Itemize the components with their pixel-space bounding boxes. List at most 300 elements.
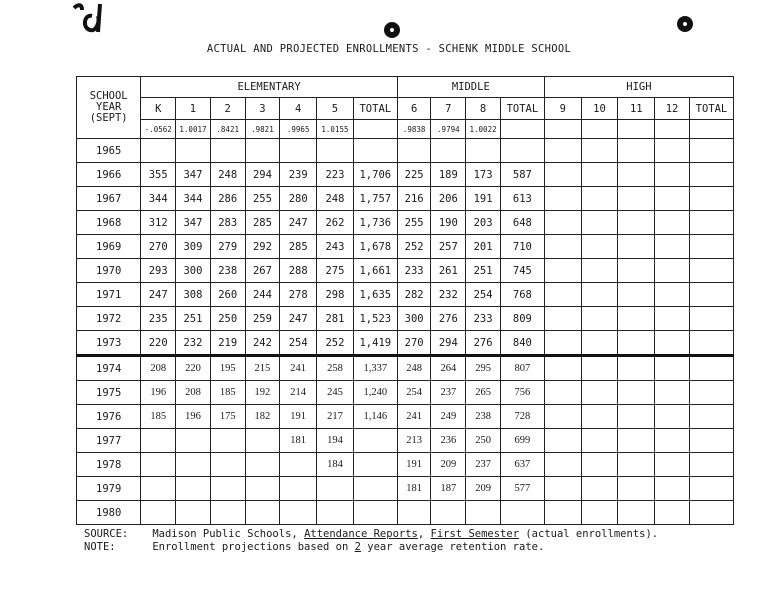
enrollment-cell bbox=[581, 405, 618, 429]
enrollment-cell bbox=[655, 405, 690, 429]
enrollment-cell bbox=[689, 331, 733, 356]
enrollment-cell: 710 bbox=[500, 235, 544, 259]
enrollment-cell: 637 bbox=[500, 453, 544, 477]
enrollment-cell bbox=[618, 356, 655, 381]
enrollment-cell bbox=[689, 501, 733, 525]
year-cell: 1979 bbox=[77, 477, 141, 501]
enrollment-cell: 807 bbox=[500, 356, 544, 381]
enrollment-cell: 191 bbox=[466, 187, 501, 211]
enrollment-cell bbox=[618, 405, 655, 429]
enrollment-cell bbox=[689, 259, 733, 283]
enrollment-cell bbox=[581, 187, 618, 211]
enrollment-cell: 347 bbox=[176, 163, 211, 187]
enrollment-cell: 235 bbox=[141, 307, 176, 331]
enrollment-cell: 1,146 bbox=[353, 405, 397, 429]
enrollment-cell bbox=[544, 381, 581, 405]
enrollment-cell: 195 bbox=[210, 356, 245, 381]
table-row bbox=[77, 356, 734, 381]
enrollment-cell: 282 bbox=[397, 283, 431, 307]
enrollment-cell: 220 bbox=[176, 356, 211, 381]
enrollment-cell bbox=[141, 139, 176, 163]
note-line bbox=[84, 541, 658, 554]
enrollment-cell bbox=[280, 501, 317, 525]
enrollment-cell bbox=[176, 139, 211, 163]
enrollment-cell: 1,635 bbox=[353, 283, 397, 307]
enrollment-cell: 283 bbox=[210, 211, 245, 235]
retention-rate bbox=[581, 120, 618, 139]
enrollment-cell: 281 bbox=[317, 307, 354, 331]
enrollment-cell: 175 bbox=[210, 405, 245, 429]
enrollment-cell bbox=[317, 477, 354, 501]
enrollment-cell: 232 bbox=[176, 331, 211, 356]
enrollment-cell bbox=[655, 307, 690, 331]
retention-rate: 1.0022 bbox=[466, 120, 501, 139]
enrollment-cell bbox=[655, 259, 690, 283]
year-cell: 1965 bbox=[77, 139, 141, 163]
enrollment-cell: 252 bbox=[317, 331, 354, 356]
table-row bbox=[77, 235, 734, 259]
enrollment-cell bbox=[581, 283, 618, 307]
enrollment-cell bbox=[431, 139, 466, 163]
enrollment-cell: 265 bbox=[466, 381, 501, 405]
enrollment-cell: 245 bbox=[317, 381, 354, 405]
note-suffix: year average retention rate. bbox=[367, 541, 545, 553]
retention-rate: .9838 bbox=[397, 120, 431, 139]
enrollment-cell: 355 bbox=[141, 163, 176, 187]
enrollment-cell bbox=[655, 283, 690, 307]
enrollment-cell bbox=[245, 139, 280, 163]
enrollment-cell bbox=[618, 501, 655, 525]
enrollment-cell bbox=[581, 235, 618, 259]
enrollment-cell: 288 bbox=[280, 259, 317, 283]
enrollment-cell bbox=[210, 429, 245, 453]
table-row bbox=[77, 331, 734, 356]
enrollment-cell: 745 bbox=[500, 259, 544, 283]
enrollment-cell: 181 bbox=[280, 429, 317, 453]
high-header: HIGH bbox=[544, 77, 733, 98]
enrollment-cell: 215 bbox=[245, 356, 280, 381]
enrollment-cell bbox=[544, 356, 581, 381]
enrollment-cell bbox=[544, 163, 581, 187]
enrollment-cell bbox=[245, 453, 280, 477]
enrollment-cell: 1,661 bbox=[353, 259, 397, 283]
enrollment-cell bbox=[655, 477, 690, 501]
enrollment-cell: 294 bbox=[431, 331, 466, 356]
enrollment-cell bbox=[618, 163, 655, 187]
enrollment-cell: 194 bbox=[317, 429, 354, 453]
enrollment-cell bbox=[544, 331, 581, 356]
enrollment-cell bbox=[544, 283, 581, 307]
enrollment-cell bbox=[210, 453, 245, 477]
enrollment-cell bbox=[245, 429, 280, 453]
enrollment-cell: 250 bbox=[210, 307, 245, 331]
enrollment-cell bbox=[176, 453, 211, 477]
grade-column-header: 11 bbox=[618, 98, 655, 120]
year-cell: 1975 bbox=[77, 381, 141, 405]
enrollment-cell: 209 bbox=[431, 453, 466, 477]
source-title-semester: First Semester bbox=[430, 528, 520, 540]
enrollment-cell bbox=[544, 429, 581, 453]
grade-column-header: TOTAL bbox=[689, 98, 733, 120]
enrollment-cell: 189 bbox=[431, 163, 466, 187]
enrollment-cell bbox=[618, 283, 655, 307]
retention-rate: 1.0155 bbox=[317, 120, 354, 139]
grade-column-header: 10 bbox=[581, 98, 618, 120]
punch-hole bbox=[384, 22, 400, 38]
enrollment-cell: 213 bbox=[397, 429, 431, 453]
enrollment-cell bbox=[141, 477, 176, 501]
enrollment-cell bbox=[655, 235, 690, 259]
enrollment-cell: 577 bbox=[500, 477, 544, 501]
retention-rate bbox=[655, 120, 690, 139]
year-cell: 1974 bbox=[77, 356, 141, 381]
grade-column-header: 4 bbox=[280, 98, 317, 120]
enrollment-cell: 613 bbox=[500, 187, 544, 211]
enrollment-cell: 248 bbox=[210, 163, 245, 187]
grade-column-header: 3 bbox=[245, 98, 280, 120]
enrollment-cell bbox=[618, 453, 655, 477]
enrollment-cell bbox=[581, 307, 618, 331]
enrollment-cell bbox=[544, 501, 581, 525]
enrollment-cell bbox=[210, 477, 245, 501]
enrollment-cell bbox=[317, 139, 354, 163]
enrollment-cell: 1,678 bbox=[353, 235, 397, 259]
enrollment-cell: 258 bbox=[317, 356, 354, 381]
enrollment-cell: 344 bbox=[176, 187, 211, 211]
enrollment-cell: 243 bbox=[317, 235, 354, 259]
enrollment-cell bbox=[689, 477, 733, 501]
enrollment-cell: 1,706 bbox=[353, 163, 397, 187]
grade-column-header: TOTAL bbox=[500, 98, 544, 120]
enrollment-cell: 249 bbox=[431, 405, 466, 429]
enrollment-cell bbox=[466, 139, 501, 163]
grade-column-header: TOTAL bbox=[353, 98, 397, 120]
enrollment-cell: 1,523 bbox=[353, 307, 397, 331]
enrollment-cell: 344 bbox=[141, 187, 176, 211]
enrollment-cell bbox=[245, 477, 280, 501]
enrollment-cell bbox=[618, 331, 655, 356]
enrollment-cell bbox=[655, 501, 690, 525]
enrollment-cell: 255 bbox=[397, 211, 431, 235]
enrollment-cell: 254 bbox=[280, 331, 317, 356]
enrollment-cell: 295 bbox=[466, 356, 501, 381]
enrollment-cell bbox=[581, 259, 618, 283]
table-row bbox=[77, 405, 734, 429]
enrollment-cell: 219 bbox=[210, 331, 245, 356]
enrollment-cell bbox=[544, 405, 581, 429]
grade-column-header: 9 bbox=[544, 98, 581, 120]
enrollment-cell: 220 bbox=[141, 331, 176, 356]
enrollment-cell bbox=[317, 501, 354, 525]
enrollment-cell bbox=[353, 139, 397, 163]
enrollment-cell bbox=[544, 477, 581, 501]
retention-rate: -.0562 bbox=[141, 120, 176, 139]
enrollment-cell: 254 bbox=[466, 283, 501, 307]
retention-rate bbox=[500, 120, 544, 139]
enrollment-cell: 300 bbox=[397, 307, 431, 331]
enrollment-cell: 233 bbox=[466, 307, 501, 331]
enrollment-cell bbox=[618, 235, 655, 259]
table-row bbox=[77, 211, 734, 235]
enrollment-cell: 254 bbox=[397, 381, 431, 405]
enrollment-cell bbox=[655, 187, 690, 211]
enrollment-cell bbox=[544, 307, 581, 331]
enrollment-cell: 298 bbox=[317, 283, 354, 307]
table-row bbox=[77, 283, 734, 307]
enrollment-cell: 270 bbox=[141, 235, 176, 259]
grade-column-header: 8 bbox=[466, 98, 501, 120]
enrollment-cell bbox=[353, 429, 397, 453]
enrollment-cell: 244 bbox=[245, 283, 280, 307]
enrollment-cell: 261 bbox=[431, 259, 466, 283]
enrollment-cell bbox=[618, 211, 655, 235]
year-cell: 1971 bbox=[77, 283, 141, 307]
enrollment-cell: 247 bbox=[280, 307, 317, 331]
enrollment-cell: 294 bbox=[245, 163, 280, 187]
elementary-header: ELEMENTARY bbox=[141, 77, 397, 98]
enrollment-cell: 756 bbox=[500, 381, 544, 405]
enrollment-cell: 216 bbox=[397, 187, 431, 211]
enrollment-cell bbox=[655, 356, 690, 381]
enrollment-cell: 185 bbox=[141, 405, 176, 429]
table-row bbox=[77, 453, 734, 477]
year-cell: 1968 bbox=[77, 211, 141, 235]
retention-rate bbox=[689, 120, 733, 139]
source-comma: , bbox=[417, 528, 425, 540]
enrollment-cell: 208 bbox=[176, 381, 211, 405]
enrollment-cell bbox=[280, 453, 317, 477]
enrollment-cell bbox=[655, 381, 690, 405]
enrollment-cell bbox=[176, 501, 211, 525]
enrollment-cell: 250 bbox=[466, 429, 501, 453]
enrollment-cell bbox=[689, 381, 733, 405]
year-column-header: SCHOOL YEAR (SEPT) bbox=[77, 77, 141, 139]
enrollment-cell: 278 bbox=[280, 283, 317, 307]
enrollment-cell: 260 bbox=[210, 283, 245, 307]
enrollment-cell: 276 bbox=[466, 331, 501, 356]
year-cell: 1973 bbox=[77, 331, 141, 356]
year-cell: 1978 bbox=[77, 453, 141, 477]
enrollment-cell: 247 bbox=[280, 211, 317, 235]
year-cell: 1967 bbox=[77, 187, 141, 211]
enrollment-cell bbox=[655, 429, 690, 453]
grade-column-header: 1 bbox=[176, 98, 211, 120]
enrollment-cell: 242 bbox=[245, 331, 280, 356]
enrollment-cell bbox=[500, 501, 544, 525]
enrollment-cell: 255 bbox=[245, 187, 280, 211]
table-row bbox=[77, 187, 734, 211]
enrollment-cell: 309 bbox=[176, 235, 211, 259]
enrollment-cell: 239 bbox=[280, 163, 317, 187]
footnotes bbox=[84, 528, 658, 554]
year-cell: 1969 bbox=[77, 235, 141, 259]
enrollment-cell bbox=[353, 477, 397, 501]
document-title: ACTUAL AND PROJECTED ENROLLMENTS - SCHENK MIDDLE SCHOOL bbox=[206, 43, 572, 55]
retention-rate bbox=[544, 120, 581, 139]
enrollment-cell bbox=[618, 259, 655, 283]
enrollment-cell: 206 bbox=[431, 187, 466, 211]
enrollment-cell: 237 bbox=[431, 381, 466, 405]
handwritten-mark bbox=[68, 2, 112, 36]
enrollment-cell: 203 bbox=[466, 211, 501, 235]
year-cell: 1970 bbox=[77, 259, 141, 283]
enrollment-cell: 292 bbox=[245, 235, 280, 259]
grade-column-header: 5 bbox=[317, 98, 354, 120]
enrollment-cell: 279 bbox=[210, 235, 245, 259]
enrollment-cell bbox=[280, 139, 317, 163]
enrollment-cell: 184 bbox=[317, 453, 354, 477]
enrollment-cell bbox=[655, 139, 690, 163]
grade-column-header: 7 bbox=[431, 98, 466, 120]
retention-rate: .8421 bbox=[210, 120, 245, 139]
enrollment-cell: 181 bbox=[397, 477, 431, 501]
enrollment-cell: 286 bbox=[210, 187, 245, 211]
enrollment-cell: 293 bbox=[141, 259, 176, 283]
enrollment-cell: 248 bbox=[317, 187, 354, 211]
enrollment-cell: 1,736 bbox=[353, 211, 397, 235]
enrollment-cell: 192 bbox=[245, 381, 280, 405]
grade-column-header: 12 bbox=[655, 98, 690, 120]
table-row bbox=[77, 307, 734, 331]
enrollment-cell: 182 bbox=[245, 405, 280, 429]
enrollment-cell bbox=[245, 501, 280, 525]
enrollment-cell bbox=[581, 381, 618, 405]
retention-rate: .9794 bbox=[431, 120, 466, 139]
enrollment-cell: 308 bbox=[176, 283, 211, 307]
enrollment-cell bbox=[581, 331, 618, 356]
enrollment-cell: 840 bbox=[500, 331, 544, 356]
enrollment-cell bbox=[141, 429, 176, 453]
enrollment-cell bbox=[689, 163, 733, 187]
middle-header: MIDDLE bbox=[397, 77, 544, 98]
year-cell: 1980 bbox=[77, 501, 141, 525]
enrollment-cell bbox=[618, 307, 655, 331]
enrollment-cell bbox=[689, 211, 733, 235]
enrollment-cell bbox=[353, 453, 397, 477]
enrollment-cell: 191 bbox=[280, 405, 317, 429]
grade-column-header: K bbox=[141, 98, 176, 120]
enrollment-cell bbox=[655, 163, 690, 187]
note-number: 2 bbox=[354, 541, 361, 553]
enrollment-cell bbox=[618, 429, 655, 453]
enrollment-cell bbox=[689, 139, 733, 163]
enrollment-cell: 185 bbox=[210, 381, 245, 405]
enrollment-cell bbox=[618, 139, 655, 163]
enrollment-cell: 208 bbox=[141, 356, 176, 381]
enrollment-cell: 768 bbox=[500, 283, 544, 307]
enrollment-cell bbox=[397, 501, 431, 525]
retention-rate: .9821 bbox=[245, 120, 280, 139]
table-row bbox=[77, 163, 734, 187]
enrollment-cell bbox=[397, 139, 431, 163]
enrollment-cell: 1,757 bbox=[353, 187, 397, 211]
enrollment-cell bbox=[210, 139, 245, 163]
table-row bbox=[77, 381, 734, 405]
enrollment-cell bbox=[544, 187, 581, 211]
enrollment-cell: 214 bbox=[280, 381, 317, 405]
enrollment-cell: 699 bbox=[500, 429, 544, 453]
enrollment-cell bbox=[689, 356, 733, 381]
enrollment-cell: 267 bbox=[245, 259, 280, 283]
enrollment-cell: 201 bbox=[466, 235, 501, 259]
enrollment-cell bbox=[141, 453, 176, 477]
enrollment-cell: 809 bbox=[500, 307, 544, 331]
enrollment-cell bbox=[655, 331, 690, 356]
enrollment-cell: 196 bbox=[141, 381, 176, 405]
punch-hole bbox=[677, 16, 693, 32]
enrollment-cell: 225 bbox=[397, 163, 431, 187]
enrollment-cell bbox=[581, 356, 618, 381]
enrollment-cell bbox=[689, 235, 733, 259]
enrollment-cell bbox=[581, 211, 618, 235]
note-prefix: Enrollment projections based on bbox=[152, 541, 349, 553]
enrollment-cell bbox=[618, 477, 655, 501]
enrollment-cell bbox=[210, 501, 245, 525]
enrollment-cell bbox=[581, 501, 618, 525]
retention-rate bbox=[618, 120, 655, 139]
table-row bbox=[77, 139, 734, 163]
enrollment-cell: 196 bbox=[176, 405, 211, 429]
enrollment-cell bbox=[176, 477, 211, 501]
enrollment-cell bbox=[689, 307, 733, 331]
source-title-attendance: Attendance Reports bbox=[304, 528, 418, 540]
enrollment-cell bbox=[544, 211, 581, 235]
source-label: SOURCE: bbox=[84, 528, 129, 540]
source-line bbox=[84, 528, 658, 541]
enrollment-cell: 1,337 bbox=[353, 356, 397, 381]
enrollment-cell: 587 bbox=[500, 163, 544, 187]
enrollment-cell: 236 bbox=[431, 429, 466, 453]
enrollment-cell bbox=[500, 139, 544, 163]
enrollment-cell: 648 bbox=[500, 211, 544, 235]
enrollment-cell: 241 bbox=[280, 356, 317, 381]
enrollment-cell bbox=[689, 187, 733, 211]
enrollment-cell bbox=[581, 163, 618, 187]
enrollment-table bbox=[76, 76, 734, 525]
year-cell: 1966 bbox=[77, 163, 141, 187]
source-suffix: (actual enrollments). bbox=[525, 528, 659, 540]
table-row bbox=[77, 477, 734, 501]
enrollment-cell: 209 bbox=[466, 477, 501, 501]
enrollment-cell bbox=[353, 501, 397, 525]
enrollment-cell: 190 bbox=[431, 211, 466, 235]
retention-rate: 1.0017 bbox=[176, 120, 211, 139]
enrollment-cell bbox=[544, 235, 581, 259]
enrollment-cell: 238 bbox=[466, 405, 501, 429]
enrollment-cell: 217 bbox=[317, 405, 354, 429]
enrollment-cell bbox=[544, 139, 581, 163]
retention-rate bbox=[353, 120, 397, 139]
enrollment-cell bbox=[689, 283, 733, 307]
enrollment-cell bbox=[655, 453, 690, 477]
enrollment-cell: 347 bbox=[176, 211, 211, 235]
enrollment-cell: 1,240 bbox=[353, 381, 397, 405]
year-cell: 1972 bbox=[77, 307, 141, 331]
table-row bbox=[77, 429, 734, 453]
enrollment-cell: 248 bbox=[397, 356, 431, 381]
enrollment-cell: 259 bbox=[245, 307, 280, 331]
enrollment-cell bbox=[581, 429, 618, 453]
enrollment-cell bbox=[544, 259, 581, 283]
enrollment-cell: 1,419 bbox=[353, 331, 397, 356]
table-row bbox=[77, 501, 734, 525]
enrollment-cell bbox=[544, 453, 581, 477]
enrollment-cell: 300 bbox=[176, 259, 211, 283]
enrollment-cell bbox=[618, 381, 655, 405]
enrollment-cell: 270 bbox=[397, 331, 431, 356]
enrollment-cell: 312 bbox=[141, 211, 176, 235]
enrollment-cell bbox=[466, 501, 501, 525]
